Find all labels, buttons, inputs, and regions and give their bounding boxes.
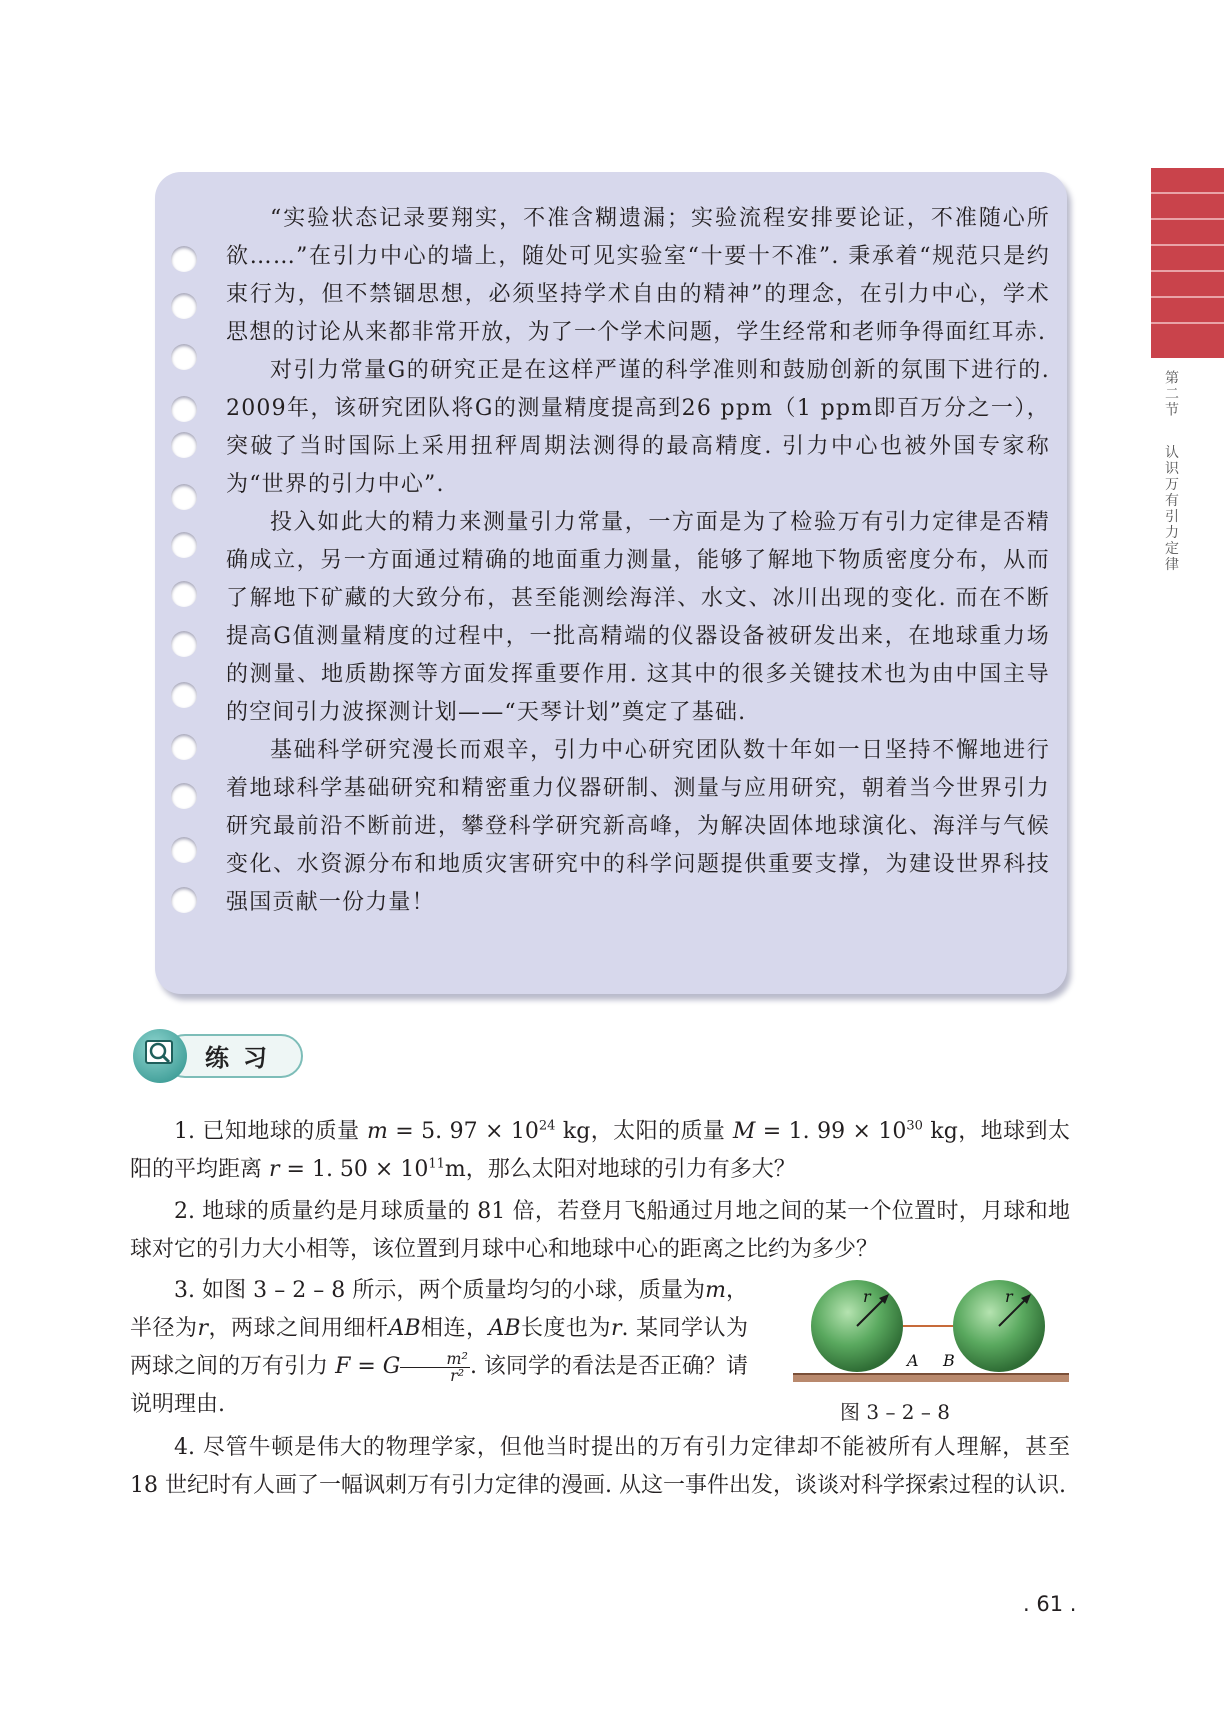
binder-ring xyxy=(171,432,197,458)
panel-paragraph: 基础科学研究漫长而艰辛，引力中心研究团队数十年如一日坚持不懈地进行着地球科学基础研究和精密重力仪器研制、测量与应用研究，朝着当今世界引力研究最前沿不断前进，攀登科学研究新高峰，为解决固体地球演化、海洋与气候变化、水资源分布和地质灾害研究中的科学问题提供重要支撑，为建设世界科技强国贡献一份力量！ xyxy=(226,738,1050,915)
binder-ring xyxy=(171,246,197,272)
q3-text: ，两球之间用细杆 xyxy=(208,1316,389,1341)
q1-var-r: r xyxy=(269,1157,280,1182)
tab-stripe xyxy=(1151,218,1224,220)
q1-exp: 11 xyxy=(428,1156,445,1172)
label-point-b: B xyxy=(943,1351,955,1370)
q3-text: 3. 如图 3 – 2 – 8 所示，两个质量均匀的小球，质量为 xyxy=(174,1278,706,1303)
tab-stripe xyxy=(1151,244,1224,246)
q3-text: ，半径为 xyxy=(130,1278,748,1341)
q4-text: 4. 尽管牛顿是伟大的物理学家，但他当时提出的万有引力定律却不能被所有人理解，甚至 18 世纪时有人画了一幅讽刺万有引力定律的漫画. 从这一事件出发，谈谈对科学探索过程的认识. xyxy=(130,1435,1070,1498)
side-title: 认识万有引力定律 xyxy=(1163,444,1179,573)
side-section: 第二节 xyxy=(1163,370,1179,418)
binder-ring xyxy=(171,581,197,607)
q3-fraction-numerator: m² xyxy=(400,1351,470,1368)
q3-var-m: m xyxy=(705,1278,726,1303)
panel-paragraph: “实验状态记录要翔实，不准含糊遗漏；实验流程安排要论证，不准随心所欲……”在引力中心的墙上，随处可见实验室“十要十不准”. 秉承着“规范只是约束行为，但不禁锢思想，必须坚持学术自由的精神”的理念，在引力中心，学术思想的讨论从来都非常开放，为了一个学术问题，学生经常和老师争得面红耳赤. xyxy=(226,206,1050,345)
label-point-a: A xyxy=(907,1351,919,1370)
q3-var-F: F xyxy=(335,1354,351,1379)
q1-text: 1. 已知地球的质量 xyxy=(174,1119,367,1144)
exercise-1 xyxy=(130,1113,1070,1189)
q3-var-r: r xyxy=(610,1316,622,1341)
q3-text: . 某同学认为两球之间的万有引力 xyxy=(130,1316,748,1379)
binder-ring xyxy=(171,484,197,510)
binder-ring xyxy=(171,682,197,708)
side-section-label xyxy=(1153,370,1181,573)
q1-text: m，那么太阳对地球的引力有多大？ xyxy=(444,1157,796,1182)
binder-ring xyxy=(171,734,197,760)
tab-stripe xyxy=(1151,322,1224,324)
panel-paragraph: 投入如此大的精力来测量引力常量，一方面是为了检验万有引力定律是否精确成立，另一方面通过精确的地面重力测量，能够了解地下物质密度分布，从而了解地下矿藏的大致分布，甚至能测绘海洋、水文、冰川出现的变化. 而在不断提高G值测量精度的过程中，一批高精端的仪器设备被研发出来，在地球重力场的测量、地质勘探等方面发挥重要作用. 这其中的很多关键技术也为由中国主导的空间引力波探测计划——“天琴计划”奠定了基础. xyxy=(226,510,1050,725)
panel-text xyxy=(226,200,1050,922)
tab-stripe xyxy=(1151,192,1224,194)
binder-ring xyxy=(171,631,197,657)
q1-var-M: M xyxy=(732,1119,756,1144)
q3-fraction-denominator: r² xyxy=(450,1365,465,1385)
binder-ring xyxy=(171,293,197,319)
q3-text: = xyxy=(350,1354,383,1379)
label-r-left: r xyxy=(863,1287,871,1306)
q3-text: . 该同学的看法是否正确？请说明理由. xyxy=(130,1354,748,1417)
q1-text: = 5. 97 × 10 xyxy=(387,1119,539,1144)
ground-surface xyxy=(793,1374,1069,1382)
binder-ring xyxy=(171,783,197,809)
binder-ring xyxy=(171,396,197,422)
exercise-4 xyxy=(130,1429,1070,1505)
q3-var-r: r xyxy=(197,1316,209,1341)
q1-exp: 24 xyxy=(538,1118,556,1134)
q3-var-ab: AB xyxy=(388,1316,421,1341)
exercise-2 xyxy=(130,1193,1070,1269)
exercise-3 xyxy=(130,1272,748,1424)
page-number: . 61 . xyxy=(1023,1592,1077,1616)
binder-ring xyxy=(171,837,197,863)
q3-var-G: G xyxy=(382,1354,401,1379)
q1-text: = 1. 99 × 10 xyxy=(755,1119,907,1144)
q1-text: kg，太阳的质量 xyxy=(555,1119,733,1144)
exercise-title: 练习 xyxy=(205,1044,281,1072)
q1-text: = 1. 50 × 10 xyxy=(279,1157,429,1182)
magnifier-book-icon-graphic xyxy=(133,1029,187,1083)
tab-stripe xyxy=(1151,270,1224,272)
q1-var-m: m xyxy=(366,1119,388,1144)
binder-ring xyxy=(171,887,197,913)
q1-text: kg，地球到太阳的平均距离 xyxy=(130,1119,1070,1182)
q3-text: 长度也为 xyxy=(520,1316,611,1341)
figure-caption: 图 3 – 2 – 8 xyxy=(840,1400,950,1424)
q3-fraction xyxy=(400,1348,470,1385)
exercise-header xyxy=(133,1029,301,1079)
q1-exp: 30 xyxy=(906,1118,923,1134)
magnifier-book-icon xyxy=(133,1029,187,1083)
q3-text: 相连， xyxy=(420,1316,489,1341)
binder-ring xyxy=(171,532,197,558)
chapter-side-tab xyxy=(1151,168,1224,358)
q3-var-ab: AB xyxy=(488,1316,521,1341)
label-r-right: r xyxy=(1005,1287,1013,1306)
panel-paragraph: 对引力常量G的研究正是在这样严谨的科学准则和鼓励创新的氛围下进行的. 2009年，该研究团队将G的测量精度提高到26 ppm（1 ppm即百万分之一），突破了当时国际上采用扭秤周期法测得的最高精度. 引力中心也被外国专家称为“世界的引力中心”. xyxy=(226,358,1050,497)
q2-text: 2. 地球的质量约是月球质量的 81 倍，若登月飞船通过月地之间的某一个位置时，月球和地球对它的引力大小相等，该位置到月球中心和地球中心的距离之比约为多少？ xyxy=(130,1199,1070,1262)
tab-stripe xyxy=(1151,296,1224,298)
binder-ring xyxy=(171,344,197,370)
